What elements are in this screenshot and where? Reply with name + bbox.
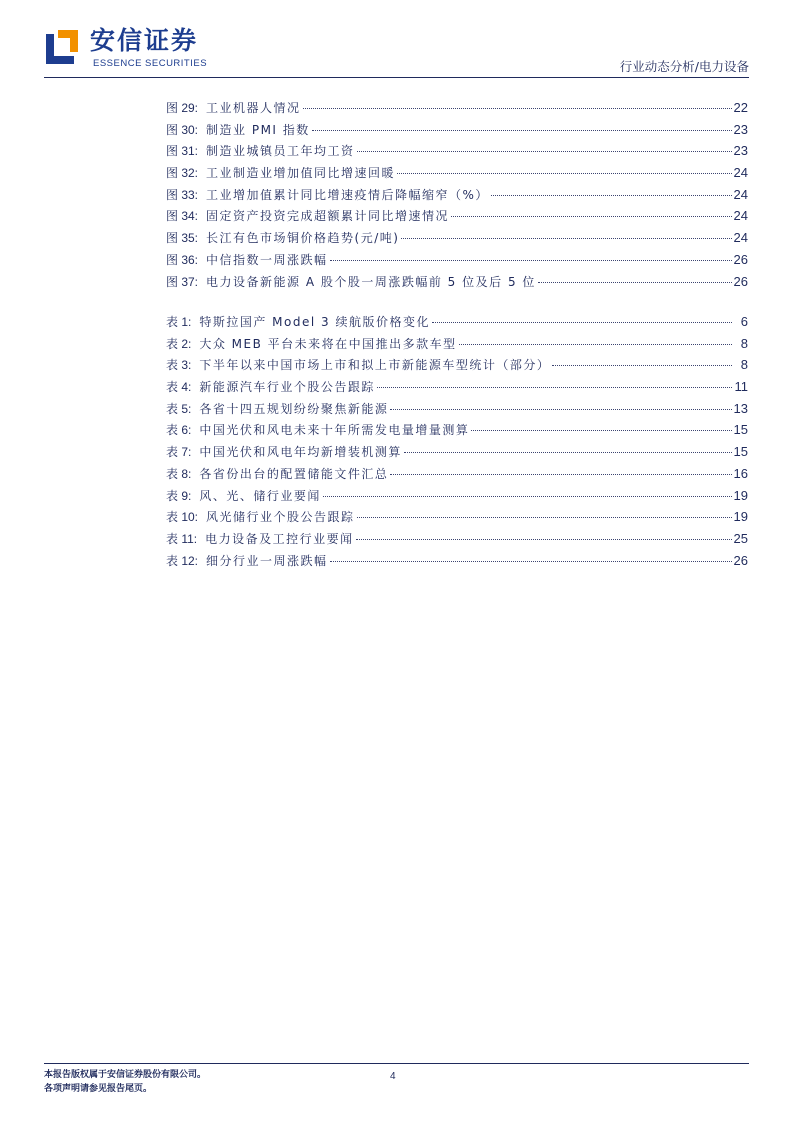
- toc-row[interactable]: [166, 465, 748, 487]
- toc-page-number: 23: [733, 143, 748, 159]
- toc-row[interactable]: [166, 142, 748, 164]
- toc-row[interactable]: [166, 356, 748, 378]
- toc-prefix: 表 9:: [166, 488, 192, 503]
- dot-leader: [538, 281, 732, 283]
- toc-row[interactable]: [166, 443, 748, 465]
- dot-leader: [377, 386, 732, 388]
- toc-page-number: 8: [740, 335, 748, 351]
- toc-prefix: 图 35:: [166, 231, 199, 246]
- toc-prefix: 图 36:: [166, 252, 199, 267]
- toc-row[interactable]: [166, 186, 748, 208]
- toc-prefix: 图 34:: [166, 209, 199, 224]
- toc-row[interactable]: [166, 335, 748, 357]
- toc-prefix: 图 33:: [166, 187, 199, 202]
- toc-title: 各省份出台的配置储能文件汇总: [199, 466, 389, 481]
- report-category: 行业动态分析/电力设备: [619, 59, 749, 74]
- dot-leader: [404, 451, 732, 453]
- toc-row[interactable]: [166, 207, 748, 229]
- toc-prefix: 图 31:: [166, 144, 199, 159]
- toc-page-number: 25: [733, 530, 748, 546]
- toc-page-number: 22: [733, 100, 748, 115]
- toc-title: 制造业城镇员工年均工资: [206, 144, 355, 159]
- toc-page-number: 8: [740, 357, 748, 373]
- dot-leader: [330, 560, 732, 562]
- toc-row[interactable]: [166, 121, 748, 143]
- toc-title: 中信指数一周涨跌幅: [206, 252, 328, 267]
- toc-page-number: 24: [733, 186, 748, 202]
- toc-row[interactable]: [166, 229, 748, 251]
- toc-prefix: 表 6:: [166, 423, 192, 438]
- dot-leader: [491, 194, 732, 196]
- toc-row[interactable]: [166, 99, 748, 121]
- toc-prefix: 表 3:: [166, 358, 192, 373]
- toc-page-number: 26: [733, 552, 748, 568]
- toc-prefix: 表 4:: [166, 380, 192, 395]
- toc-row[interactable]: [166, 487, 748, 509]
- dot-leader: [312, 129, 732, 131]
- dot-leader: [357, 516, 732, 518]
- toc-title: 长江有色市场铜价格趋势(元/吨): [206, 231, 400, 246]
- brand-name-cn: 安信证券: [90, 26, 199, 55]
- toc-title: 工业机器人情况: [206, 101, 301, 115]
- toc-page-number: 24: [733, 165, 748, 181]
- toc-prefix: 图 29:: [166, 101, 199, 115]
- footer-divider: [44, 1063, 749, 1064]
- footer-disclaimer: [44, 1068, 206, 1096]
- toc-row[interactable]: [166, 251, 748, 273]
- toc-title: 电力设备及工控行业要闻: [205, 531, 354, 546]
- toc-prefix: 图 32:: [166, 166, 199, 181]
- toc-row[interactable]: [166, 508, 748, 530]
- toc-prefix: 表 5:: [166, 401, 192, 416]
- toc-prefix: 表 1:: [166, 315, 192, 329]
- toc-row[interactable]: [166, 421, 748, 443]
- dot-leader: [323, 495, 732, 497]
- toc-title: 各省十四五规划纷纷聚焦新能源: [199, 401, 389, 416]
- toc-title: 中国光伏和风电未来十年所需发电量增量测算: [199, 423, 470, 438]
- toc-title: 中国光伏和风电年均新增装机测算: [199, 445, 402, 460]
- toc-row[interactable]: [166, 400, 748, 422]
- dot-leader: [303, 107, 732, 109]
- toc-title: 工业制造业增加值同比增速回暖: [206, 166, 396, 181]
- toc-page-number: 15: [733, 444, 748, 460]
- toc-page-number: 24: [733, 208, 748, 224]
- toc-title: 大众 MEB 平台未来将在中国推出多款车型: [199, 336, 457, 351]
- dot-leader: [451, 215, 731, 217]
- dot-leader: [459, 343, 732, 345]
- toc-page-number: 13: [733, 400, 748, 416]
- toc-row[interactable]: [166, 273, 748, 295]
- toc-prefix: 表 2:: [166, 336, 192, 351]
- dot-leader: [390, 473, 731, 475]
- essence-logo-icon: [44, 26, 80, 66]
- page-header: [44, 26, 749, 78]
- dot-leader: [552, 364, 732, 366]
- brand-name-en: ESSENCE SECURITIES: [93, 58, 208, 69]
- toc-title: 工业增加值累计同比增速疫情后降幅缩窄（%）: [206, 187, 489, 202]
- dot-leader: [397, 172, 731, 174]
- dot-leader: [390, 408, 731, 410]
- toc-row[interactable]: [166, 552, 748, 574]
- dot-leader: [401, 237, 731, 239]
- toc-prefix: 表 10:: [166, 510, 199, 525]
- toc-page-number: 11: [734, 379, 748, 395]
- toc-prefix: 表 7:: [166, 445, 192, 460]
- toc-row[interactable]: [166, 378, 748, 400]
- disclaimer-note: 各项声明请参见报告尾页。: [44, 1084, 153, 1094]
- toc-title: 风光储行业个股公告跟踪: [206, 510, 355, 525]
- toc-title: 固定资产投资完成超额累计同比增速情况: [206, 209, 450, 224]
- toc-page-number: 23: [733, 121, 748, 137]
- dot-leader: [356, 538, 732, 540]
- dot-leader: [432, 321, 732, 323]
- toc-prefix: 表 12:: [166, 553, 199, 568]
- toc-page-number: 16: [733, 465, 748, 481]
- toc-row[interactable]: [166, 164, 748, 186]
- toc-title: 电力设备新能源 A 股个股一周涨跌幅前 5 位及后 5 位: [206, 274, 536, 289]
- toc-page-number: 19: [733, 487, 748, 503]
- toc-page-number: 6: [740, 314, 748, 329]
- toc-title: 特斯拉国产 Model 3 续航版价格变化: [199, 315, 430, 329]
- toc-prefix: 图 30:: [166, 122, 199, 137]
- toc-prefix: 表 8:: [166, 466, 192, 481]
- copyright-note: 本报告版权属于安信证券股份有限公司。: [44, 1070, 207, 1080]
- toc-page-number: 26: [733, 251, 748, 267]
- toc-title: 细分行业一周涨跌幅: [206, 553, 328, 568]
- dot-leader: [471, 429, 731, 431]
- toc-page-number: 24: [733, 230, 748, 246]
- toc-title: 新能源汽车行业个股公告跟踪: [199, 380, 375, 395]
- dot-leader: [330, 259, 732, 261]
- toc-row[interactable]: [166, 530, 748, 552]
- toc-page-number: 26: [733, 273, 748, 289]
- table-index: [166, 313, 748, 573]
- toc-title: 风、光、储行业要闻: [199, 488, 321, 503]
- header-divider: [44, 77, 749, 78]
- toc-title: 下半年以来中国市场上市和拟上市新能源车型统计（部分）: [199, 358, 551, 373]
- toc-prefix: 表 11:: [166, 531, 198, 546]
- figure-index: [166, 99, 748, 294]
- toc-prefix: 图 37:: [166, 274, 199, 289]
- dot-leader: [357, 150, 732, 152]
- toc-row[interactable]: [166, 313, 748, 335]
- page-number: 4: [390, 1071, 396, 1082]
- toc-page-number: 15: [733, 422, 748, 438]
- toc-page-number: 19: [733, 509, 748, 525]
- toc-title: 制造业 PMI 指数: [206, 122, 310, 137]
